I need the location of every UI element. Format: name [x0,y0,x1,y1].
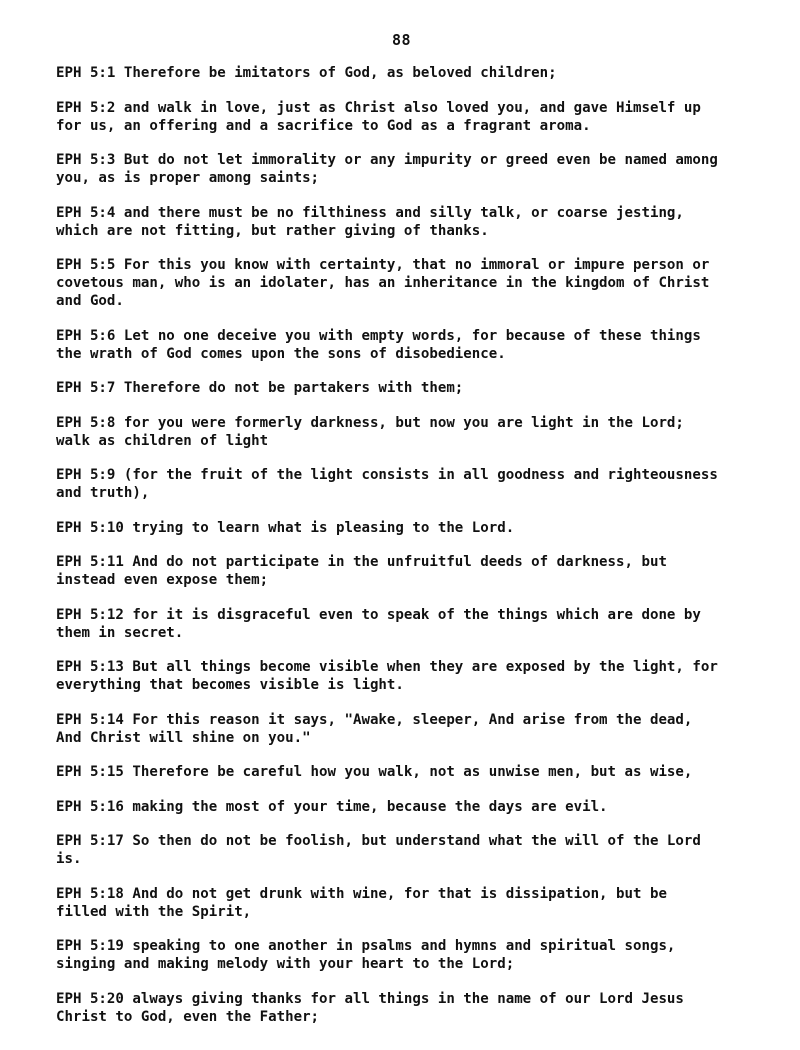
verse-paragraph: EPH 5:15 Therefore be careful how you walk, not as unwise men, but as wise, [56,764,693,780]
verse-paragraph: EPH 5:6 Let no one deceive you with empty words, for because of these things the wrath of God comes upon the sons of disobedience. [56,327,701,362]
verse-paragraph: EPH 5:3 But do not let immorality or any impurity or greed even be named among you, as is proper among saints; [56,152,718,186]
verse-paragraph: EPH 5:7 Therefore do not be partakers with them; [56,380,464,396]
verse-paragraph: EPH 5:5 For this you know with certainty, that no immoral or impure person or covetous man, who is an idolater, has an inheritance in the kingdom of Christ and God. [56,257,710,309]
verse-paragraph: EPH 5:20 always giving thanks for all things in the name of our Lord Jesus Christ to God, even the Father; [56,990,684,1025]
page-number: 88 [392,31,412,49]
verse-paragraph: EPH 5:16 making the most of your time, because the days are evil. [56,798,608,815]
verse-paragraph: EPH 5:1 Therefore be imitators of God, as beloved children; [56,65,557,81]
verse-paragraph: EPH 5:4 and there must be no filthiness and silly talk, or coarse jesting, which are not fitting, but rather giving of thanks. [56,204,684,239]
verse-paragraph: EPH 5:12 for it is disgraceful even to speak of the things which are done by them in secret. [56,606,701,641]
verse-paragraph: EPH 5:10 trying to learn what is pleasing to the Lord. [56,519,515,536]
verse-paragraph: EPH 5:9 (for the fruit of the light consists in all goodness and righteousness and truth), [56,467,718,501]
verse-paragraph: EPH 5:11 And do not participate in the unfruitful deeds of darkness, but instead even expose them; [56,554,667,588]
verse-paragraph: EPH 5:19 speaking to one another in psalms and hymns and spiritual songs, singing and making melody with your heart to the Lord; [56,938,676,972]
verse-paragraph: EPH 5:2 and walk in love, just as Christ also loved you, and gave Himself up for us, an offering and a sacrifice to God as a fragrant aroma. [56,99,701,134]
verse-paragraph: EPH 5:14 For this reason it says, "Awake, sleeper, And arise from the dead, And Christ will shine on you." [56,711,693,746]
verse-paragraph: EPH 5:8 for you were formerly darkness, but now you are light in the Lord; walk as children of light [56,414,684,449]
verse-paragraph: EPH 5:17 So then do not be foolish, but understand what the will of the Lord is. [56,833,701,867]
verse-paragraph: EPH 5:18 And do not get drunk with wine, for that is dissipation, but be filled with the Spirit, [56,885,667,920]
verse-list [56,64,756,1042]
verse-paragraph: EPH 5:13 But all things become visible when they are exposed by the light, for everything that becomes visible is light. [56,659,718,693]
